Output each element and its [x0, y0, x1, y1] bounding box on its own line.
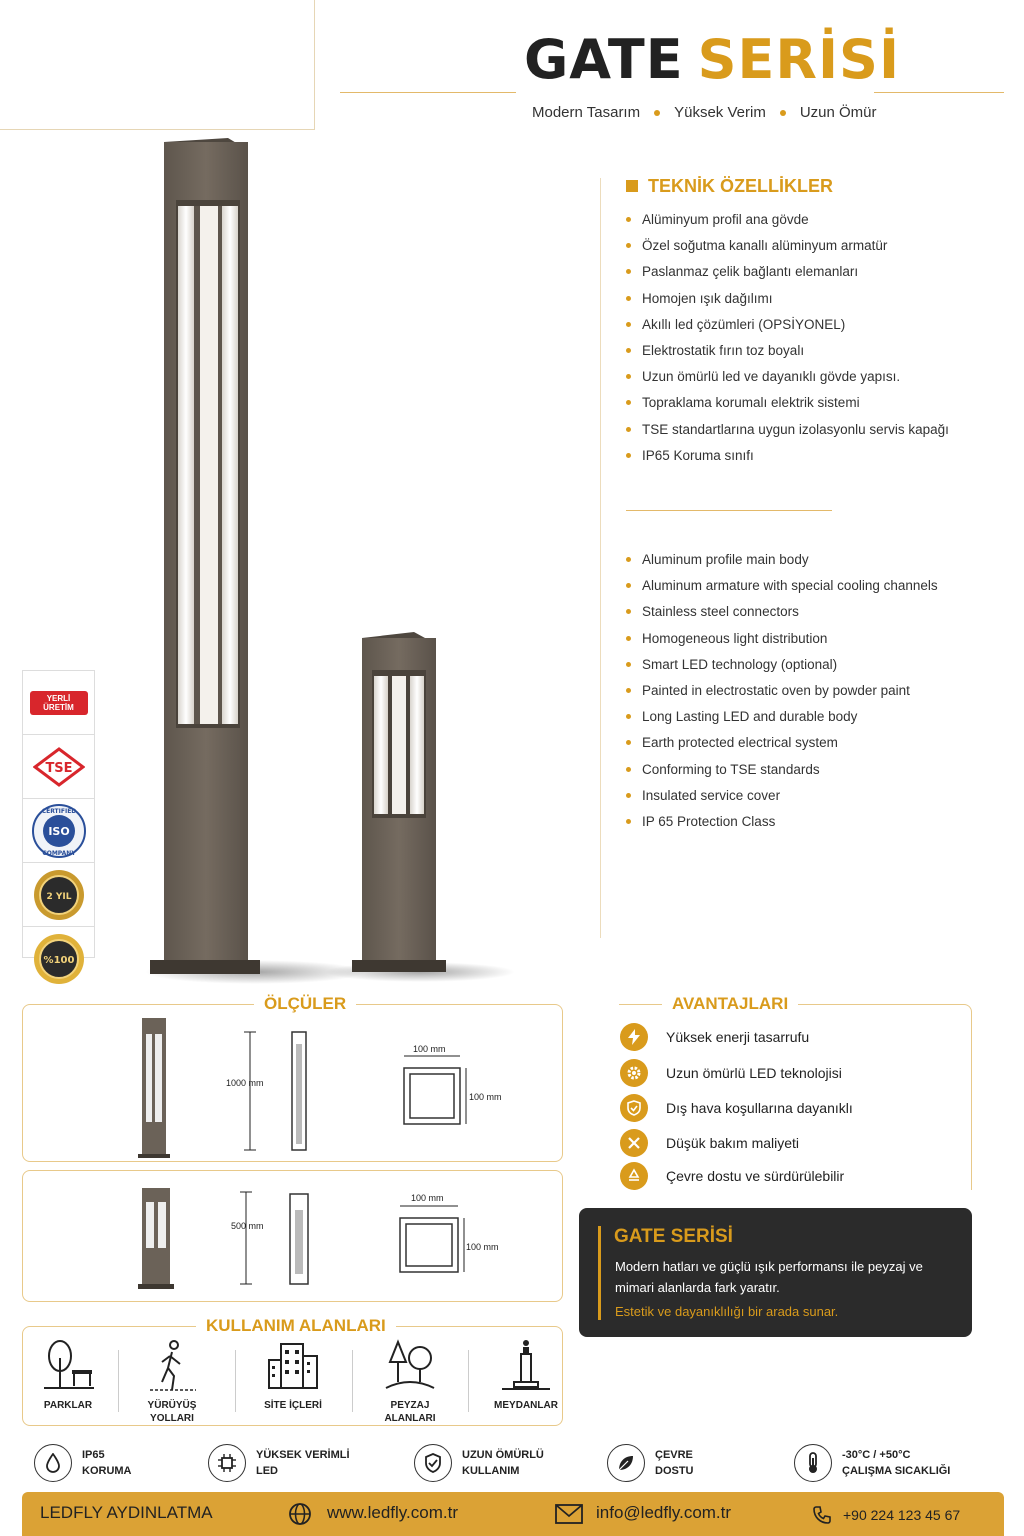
advantage-item: Uzun ömürlü LED teknolojisi [620, 1058, 842, 1088]
list-item: Homogeneous light distribution [626, 629, 938, 655]
iso-bottom-text: COMPANY [41, 849, 76, 857]
list-item: Earth protected electrical system [626, 733, 938, 759]
buildings-icon [263, 1338, 323, 1394]
tse-badge [23, 735, 94, 799]
list-item: Aluminum armature with special cooling channels [626, 576, 938, 602]
website-link[interactable]: www.ledfly.com.tr [327, 1503, 458, 1522]
water-drop-icon [34, 1444, 72, 1482]
advantages-title: AVANTAJLARI [662, 994, 798, 1014]
tech-specs-title: TEKNİK ÖZELLİKLER [626, 176, 833, 197]
list-item: Uzun ömürlü led ve dayanıklı gövde yapısı. [626, 367, 949, 393]
list-item: IP 65 Protection Class [626, 812, 938, 838]
list-item: IP65 Koruma sınıfı [626, 446, 949, 472]
short-width-label: 100 mm [411, 1193, 444, 1203]
list-item: Painted in electrostatic oven by powder paint [626, 681, 938, 707]
iso-top-text: CERTIFIED [41, 807, 76, 815]
walking-icon [142, 1338, 202, 1394]
advantage-item: Düşük bakım maliyeti [620, 1128, 799, 1158]
promo-note: Estetik ve dayanıklılığı bir arada sunar. [615, 1304, 839, 1319]
park-icon [38, 1338, 98, 1394]
company-name: LEDFLY AYDINLATMA [40, 1503, 213, 1522]
shield-icon [620, 1094, 648, 1122]
promo-title: GATE SERİSİ [614, 1226, 733, 1247]
quality-badge [23, 927, 94, 991]
tse-badge-text: TSE [44, 760, 73, 776]
specs-divider [626, 510, 832, 511]
list-item: Long Lasting LED and durable body [626, 707, 938, 733]
recycle-icon [620, 1162, 648, 1190]
product-image [120, 130, 540, 990]
list-item: Özel soğutma kanallı alüminyum armatür [626, 236, 949, 262]
list-item: TSE standartlarına uygun izolasyonlu servis kapağı [626, 420, 949, 446]
tall-dimension-drawing [130, 1014, 510, 1160]
iso-text: ISO [47, 824, 70, 838]
leaf-icon [607, 1444, 645, 1482]
usage-title: KULLANIM ALANLARI [196, 1316, 396, 1336]
tech-specs-en-list [626, 550, 938, 838]
decorative-divider [600, 178, 601, 938]
list-item: Stainless steel connectors [626, 602, 938, 628]
page-title: GATE SERİSİ [523, 28, 901, 91]
list-item: Smart LED technology (optional) [626, 655, 938, 681]
list-item: Akıllı led çözümleri (OPSİYONEL) [626, 315, 949, 341]
feature-item: UZUN ÖMÜRLÜ KULLANIM [414, 1442, 544, 1484]
usage-item: PARKLAR [18, 1338, 118, 1412]
mail-icon [555, 1504, 583, 1524]
usage-item: MEYDANLAR [476, 1338, 576, 1412]
list-item: Paslanmaz çelik bağlantı elemanları [626, 262, 949, 288]
dimensions-title: ÖLÇÜLER [254, 994, 356, 1014]
advantage-item: Dış hava koşullarına dayanıklı [620, 1093, 853, 1123]
email-link[interactable]: info@ledfly.com.tr [596, 1503, 732, 1522]
usage-item: PEYZAJ ALANLARI [360, 1338, 460, 1425]
advantage-item: Yüksek enerji tasarrufu [620, 1022, 809, 1052]
certification-badges [22, 670, 95, 966]
list-item: Topraklama korumalı elektrik sistemi [626, 393, 949, 419]
title-rule-right [874, 92, 1004, 93]
list-item: Insulated service cover [626, 786, 938, 812]
usage-item: SİTE İÇLERİ [243, 1338, 343, 1412]
iso-badge [23, 799, 94, 863]
thermometer-icon [794, 1444, 832, 1482]
tech-specs-tr-list [626, 210, 949, 472]
lightning-icon [620, 1023, 648, 1051]
phone-number[interactable]: +90 224 123 45 67 [843, 1507, 961, 1523]
advantage-item: Çevre dostu ve sürdürülebilir [620, 1161, 844, 1191]
warranty-text: 2 YIL [46, 891, 71, 902]
tools-icon [620, 1129, 648, 1157]
monument-icon [496, 1338, 556, 1394]
quality-text: %100 [43, 955, 74, 966]
warranty-badge [23, 863, 94, 927]
feature-item: -30°C / +50°C ÇALIŞMA SICAKLIĞI [794, 1442, 950, 1484]
tall-width-label: 100 mm [413, 1044, 446, 1054]
list-item: Aluminum profile main body [626, 550, 938, 576]
short-depth-label: 100 mm [466, 1242, 499, 1252]
chip-icon [208, 1444, 246, 1482]
feature-item: YÜKSEK VERİMLİ LED [208, 1442, 350, 1484]
tall-height-label: 1000 mm [226, 1078, 264, 1088]
list-item: Homojen ışık dağılımı [626, 289, 949, 315]
shield-check-icon [414, 1444, 452, 1482]
trees-icon [380, 1338, 440, 1394]
short-dimension-drawing [130, 1184, 510, 1294]
yerli-uretim-badge: YERLİ ÜRETİM [23, 671, 94, 735]
tagline: Modern Tasarım Yüksek Verim Uzun Ömür [532, 104, 877, 121]
short-height-label: 500 mm [231, 1221, 264, 1231]
feature-item: IP65 KORUMA [34, 1442, 132, 1484]
gear-icon [620, 1059, 648, 1087]
list-item: Elektrostatik fırın toz boyalı [626, 341, 949, 367]
promo-description: Modern hatları ve güçlü ışık performansı ile peyzaj ve mimari alanlarda fark yaratır. [615, 1259, 923, 1295]
feature-item: ÇEVRE DOSTU [607, 1442, 694, 1484]
usage-item: YÜRÜYÜŞ YOLLARI [122, 1338, 222, 1425]
list-item: Conforming to TSE standards [626, 760, 938, 786]
globe-icon [288, 1502, 312, 1526]
list-item: Alüminyum profil ana gövde [626, 210, 949, 236]
promo-accent-bar [598, 1226, 601, 1320]
phone-icon [812, 1505, 832, 1525]
tall-depth-label: 100 mm [469, 1092, 502, 1102]
title-rule-left [340, 92, 516, 93]
